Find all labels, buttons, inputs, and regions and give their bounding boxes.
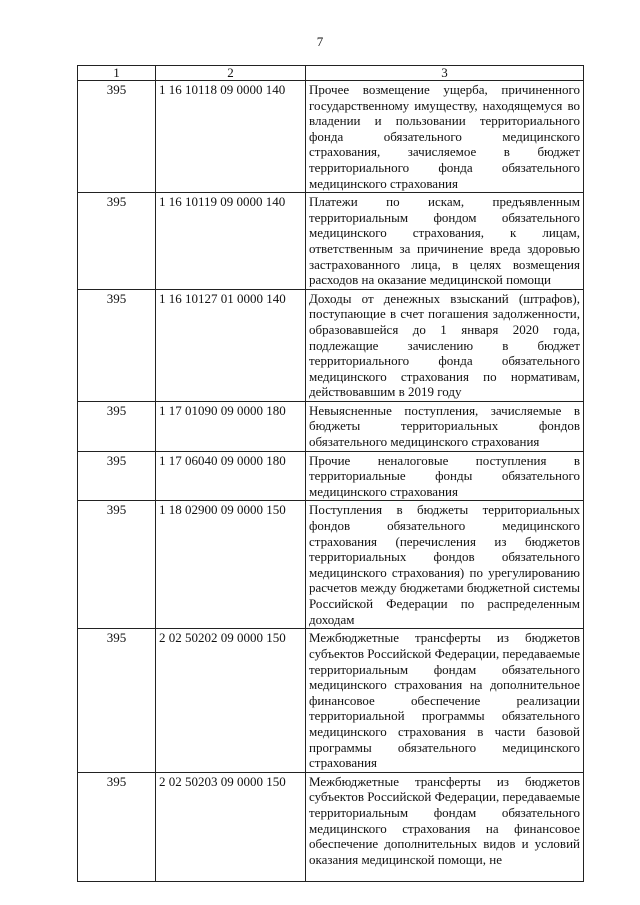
table-row bbox=[78, 772, 584, 881]
table-row bbox=[78, 501, 584, 629]
admin-code-cell: 395 bbox=[78, 501, 156, 629]
admin-code-cell: 395 bbox=[78, 289, 156, 401]
admin-code-cell: 395 bbox=[78, 629, 156, 772]
column-header: 1 bbox=[78, 66, 156, 81]
page-number: 7 bbox=[316, 34, 324, 49]
income-name-cell: Межбюджетные трансферты из бюджетов субъектов Российской Федерации, передаваемые территориальным фондам обязательного медицинского страхования на финансовое обеспечение дополнительных видов и условий оказания медицинской помощи, не bbox=[306, 772, 584, 881]
table-row bbox=[78, 289, 584, 401]
income-name-cell: Невыясненные поступления, зачисляемые в бюджеты территориальных фондов обязательного медицинского страхования bbox=[306, 401, 584, 451]
budget-code-cell: 2 02 50203 09 0000 150 bbox=[156, 772, 306, 881]
table-row bbox=[78, 81, 584, 193]
budget-code-cell: 1 18 02900 09 0000 150 bbox=[156, 501, 306, 629]
admin-code-cell: 395 bbox=[78, 451, 156, 501]
income-name-cell: Платежи по искам, предъявленным территориальным фондом обязательного медицинского страхования, к лицам, ответственным за причинение вреда здоровью застрахованного лица, в целях возмещения расходов на оказание медицинской помощи bbox=[306, 193, 584, 290]
income-name-cell: Прочее возмещение ущерба, причиненного государственному имуществу, находящемуся во владении и пользовании территориального фонда обязательного медицинского страхования, зачисляемое в бюджет территориального фонда обязательного медицинского страхования bbox=[306, 81, 584, 193]
table-row bbox=[78, 401, 584, 451]
budget-code-cell: 2 02 50202 09 0000 150 bbox=[156, 629, 306, 772]
budget-code-cell: 1 16 10119 09 0000 140 bbox=[156, 193, 306, 290]
table-row bbox=[78, 629, 584, 772]
admin-code-cell: 395 bbox=[78, 81, 156, 193]
income-name-cell: Межбюджетные трансферты из бюджетов субъектов Российской Федерации, передаваемые территориальным фондам обязательного медицинского страхования на дополнительное финансовое обеспечение реализации территориальной программы обязательного медицинского страхования в части базовой программы обязательного медицинского страхования bbox=[306, 629, 584, 772]
admin-code-cell: 395 bbox=[78, 193, 156, 290]
table-header-row bbox=[78, 66, 584, 81]
budget-code-cell: 1 17 01090 09 0000 180 bbox=[156, 401, 306, 451]
admin-code-cell: 395 bbox=[78, 401, 156, 451]
table-row bbox=[78, 193, 584, 290]
income-name-cell: Поступления в бюджеты территориальных фондов обязательного медицинского страхования (перечисления из бюджетов территориальных фондов обязательного медицинского страхования) по урегулированию расчетов между бюджетами бюджетной системы Российской Федерации по распределенным доходам bbox=[306, 501, 584, 629]
income-name-cell: Доходы от денежных взысканий (штрафов), поступающие в счет погашения задолженности, образовавшейся до 1 января 2020 года, подлежащие зачислению в бюджет территориального фонда обязательного медицинского страхования по нормативам, действовавшим в 2019 году bbox=[306, 289, 584, 401]
column-header: 3 bbox=[306, 66, 584, 81]
income-name-cell: Прочие неналоговые поступления в территориальные фонды обязательного медицинского страхования bbox=[306, 451, 584, 501]
column-header: 2 bbox=[156, 66, 306, 81]
table-row bbox=[78, 451, 584, 501]
admin-code-cell: 395 bbox=[78, 772, 156, 881]
budget-code-cell: 1 17 06040 09 0000 180 bbox=[156, 451, 306, 501]
budget-code-cell: 1 16 10127 01 0000 140 bbox=[156, 289, 306, 401]
budget-codes-table bbox=[77, 65, 584, 882]
budget-code-cell: 1 16 10118 09 0000 140 bbox=[156, 81, 306, 193]
